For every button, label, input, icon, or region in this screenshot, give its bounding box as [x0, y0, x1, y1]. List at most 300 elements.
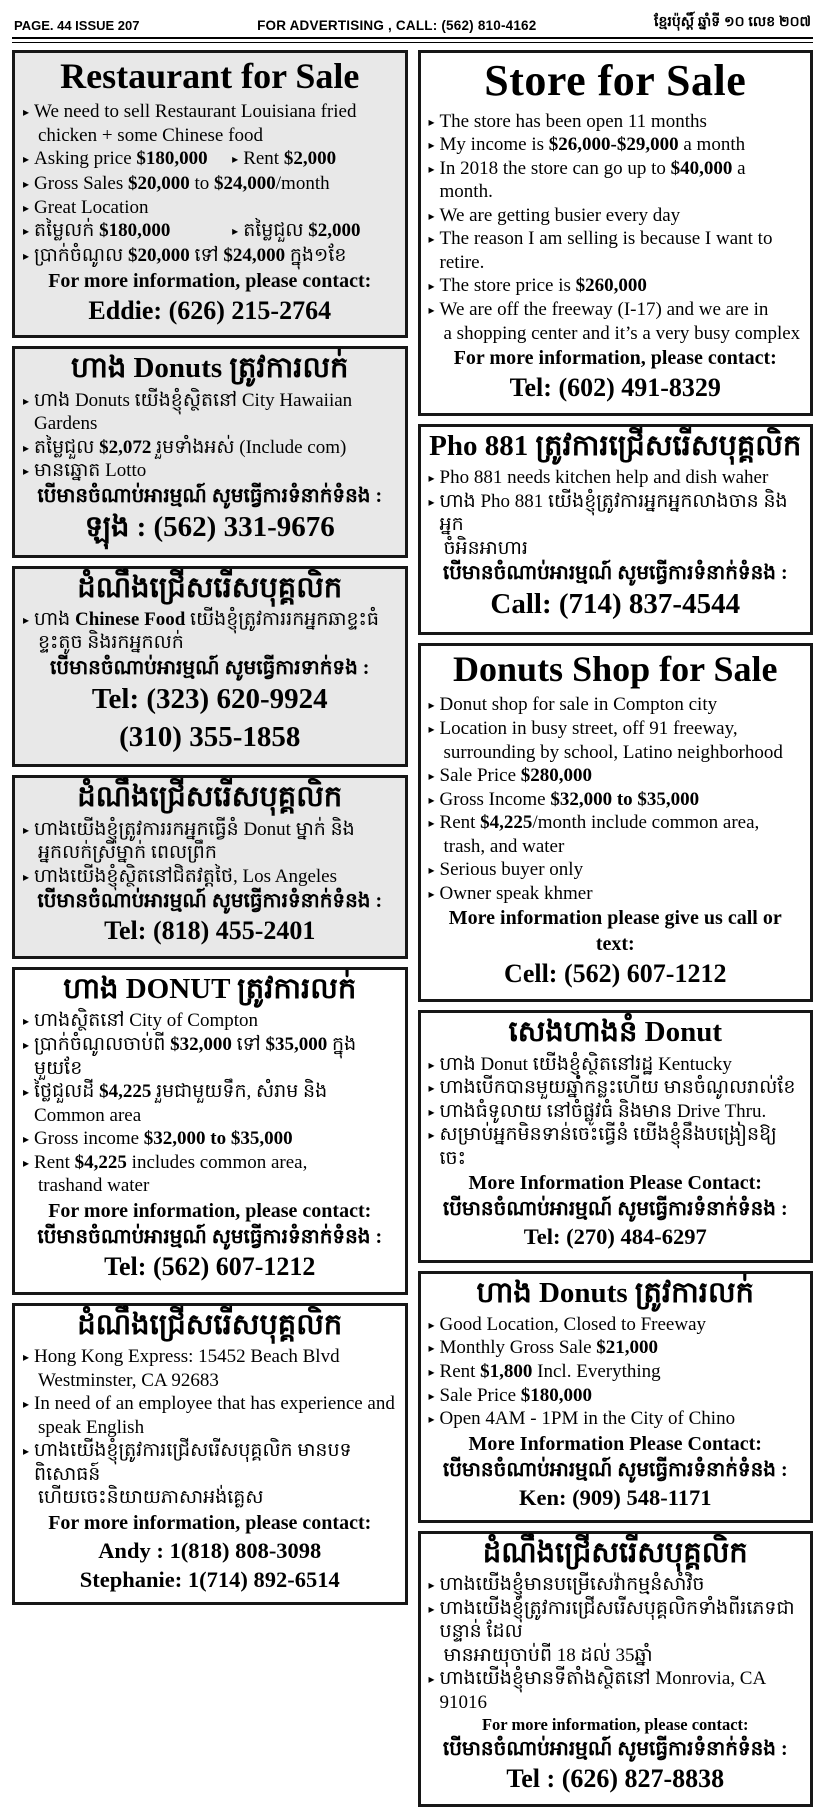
ad-hiring-hong-kong-express [12, 1303, 408, 1606]
text-segment: ដំណឹងជ្រើសរើសបុគ្គលិក [482, 1536, 748, 1569]
text-segment: to [189, 173, 215, 195]
text-segment: បើមានចំណាប់អារម្មណ៍ សូមធ្វើការទំនាក់ទំនង : [442, 1198, 788, 1221]
text-segment: trash, and water [443, 835, 565, 857]
ad-line-text [440, 1597, 802, 1644]
text-segment: a shopping center and it’s a very busy complex [443, 322, 801, 344]
bullet-icon: ▸ [428, 1081, 435, 1096]
ad-pho-881-hiring [418, 424, 814, 635]
ad-contact-line [429, 1736, 803, 1762]
ad-donut-compton-for-sale [12, 967, 408, 1295]
bullet-icon: ▸ [428, 1412, 435, 1427]
ad-line-continuation [23, 1174, 397, 1198]
page-issue-label: PAGE. 44 ISSUE 207 [14, 18, 140, 33]
ad-line-text [34, 459, 146, 483]
ad-contact-line [429, 1196, 803, 1222]
masthead-khmer-label: ខ្មែរប៉ុស្តិ៍ ឆ្នាំទី ១០ លេខ ២០៧ [654, 13, 811, 29]
ad-line-text [440, 717, 738, 741]
ad-line-text [34, 608, 379, 632]
text-segment: Andy : 1(818) 808-3098 [98, 1537, 322, 1563]
ad-line [429, 1597, 803, 1644]
ad-line-text [440, 1407, 736, 1431]
text-segment: $4,225 [480, 812, 533, 834]
text-segment: Westminster, CA 92683 [38, 1369, 219, 1391]
ad-line [429, 717, 803, 741]
text-segment: Tel: [104, 1251, 153, 1281]
bullet-icon: ▸ [428, 1601, 435, 1616]
ad-title [429, 1277, 803, 1310]
bullet-icon: ▸ [428, 1578, 435, 1593]
ad-line-text [440, 1573, 705, 1597]
text-segment: The store has been open 11 months [439, 110, 707, 132]
text-segment: Chinese Food [74, 608, 186, 630]
ad-title [23, 781, 397, 814]
ad-line-text [440, 274, 647, 298]
ad-line-text [440, 204, 681, 228]
ad-contact-line [429, 1431, 803, 1457]
ad-line [429, 693, 803, 717]
bullet-icon: ▸ [23, 200, 30, 215]
ad-line-text [34, 172, 330, 196]
ad-line-text [34, 100, 356, 124]
bullet-icon: ▸ [428, 816, 435, 831]
ad-line [429, 811, 803, 835]
text-segment: បើមានចំណាប់អារម្មណ៍ សូមធ្វើការទំនាក់ទំនង : [37, 484, 383, 507]
ad-line-continuation [23, 631, 397, 655]
ad-line-text [440, 133, 746, 157]
text-segment: បើមានចំណាប់អារម្មណ៍ សូមធ្វើការទំនាក់ទំនង : [442, 562, 788, 585]
ad-title [429, 1016, 803, 1049]
ad-line-text [440, 298, 769, 322]
text-segment: Location in busy street, off 91 freeway, [439, 718, 738, 740]
text-segment: $20,000 [127, 173, 190, 195]
text-segment: $1,800 [480, 1360, 533, 1382]
ad-line [23, 459, 397, 483]
ad-title [23, 56, 397, 97]
ad-store-for-sale [418, 50, 814, 416]
text-segment: ហាងយើងខ្ញុំស្ថិតនៅជិតវត្តថៃ, Los Angeles [34, 865, 337, 887]
text-segment: ហើយចេះនិយាយភាសាអង់គ្លេស [38, 1487, 264, 1509]
text-segment: $24,000 [223, 244, 286, 266]
text-segment: ហាង Pho 881 យើងខ្ញុំត្រូវការអ្នកអ្នកលាងចាន និងអ្នក [439, 490, 788, 536]
ad-line [23, 1392, 397, 1416]
text-segment: Pho 881 ត្រូវការជ្រើសរើសបុគ្គលិក [429, 429, 802, 462]
ad-line-text [440, 1123, 802, 1170]
bullet-icon: ▸ [428, 138, 435, 153]
text-segment: $32,000 to $35,000 [550, 788, 700, 810]
text-segment: ដំណឹងជ្រើសរើសបុគ្គលិក [77, 781, 343, 814]
text-segment: Good Location, Closed to Freeway [439, 1313, 707, 1335]
text-segment: Asking price [34, 148, 137, 170]
ad-line [23, 244, 397, 268]
text-segment: For more information, please contact: [453, 347, 777, 370]
ad-line-continuation [429, 741, 803, 765]
text-segment: Tel: (270) 484-6297 [523, 1224, 707, 1250]
text-segment: ហាងស្ថិតនៅ City of Compton [34, 1010, 259, 1032]
ad-contact-line [23, 1250, 397, 1284]
text-segment: រួមទាំងអស់ (Include com) [151, 436, 347, 458]
ad-line-text [243, 147, 336, 172]
text-segment: Rent [439, 812, 481, 834]
ad-line-continuation [23, 124, 397, 148]
bullet-icon: ▸ [428, 232, 435, 247]
ad-line [429, 788, 803, 812]
text-segment: $2,000 [283, 148, 337, 170]
text-segment: surrounding by school, Latino neighborhood [443, 741, 783, 763]
text-segment: យើងខ្ញុំត្រូវការរកអ្នកឆាខ្ទះធំ [185, 608, 379, 630]
ad-line [429, 1667, 803, 1714]
ad-title [429, 56, 803, 107]
text-segment: Restaurant for Sale [60, 56, 360, 96]
text-segment: មានអាយុចាប់ពី 18 ដល់ 35ឆ្នាំ [443, 1644, 653, 1666]
ad-line-text [440, 466, 769, 490]
bullet-icon: ▸ [428, 279, 435, 294]
text-segment: My income is [439, 134, 549, 156]
text-segment: ហាង Donuts យើងខ្ញុំស្ថិតនៅ City Hawaiian Gardens [34, 389, 353, 435]
text-segment: ដំណឹងជ្រើសរើសបុគ្គលិក [77, 571, 343, 604]
ad-line [23, 172, 397, 196]
text-segment: $40,000 [670, 157, 733, 179]
ad-line [429, 1360, 803, 1384]
text-segment: $2,072 [99, 436, 152, 458]
text-segment: Stephanie: 1(714) 892-6514 [79, 1567, 340, 1593]
ad-contact-line [429, 1483, 803, 1512]
advertising-contact-label: FOR ADVERTISING , CALL: (562) 810-4162 [257, 18, 537, 33]
ad-hiring-chinese-food-cook [12, 566, 408, 768]
text-segment: $21,000 [596, 1337, 659, 1359]
text-segment: We are getting busier every day [439, 204, 681, 226]
text-segment: ហាងយើងខ្ញុំត្រូវការរកអ្នកធ្វើនំ Donut ម្នាក់ និង [34, 818, 355, 840]
ad-contact-line [429, 1170, 803, 1196]
ad-line-text [34, 147, 208, 172]
text-segment: $24,000 [214, 173, 276, 195]
text-segment: a month [678, 134, 746, 156]
text-segment: $35,000 [265, 1034, 328, 1055]
text-segment: More information please give us call or text: [448, 907, 782, 956]
text-segment: សម្រាប់អ្នកមិនទាន់ចេះធ្វើនំ យើងខ្ញុំនឹងបង្រៀនឱ្យចេះ [439, 1124, 777, 1169]
ad-line-text [440, 1384, 593, 1408]
text-segment: Owner speak khmer [439, 882, 593, 904]
ad-line [429, 764, 803, 788]
ad-line-text [34, 865, 337, 889]
right-column [418, 50, 814, 1807]
ad-line-cell [232, 147, 336, 172]
ad-line [23, 100, 397, 124]
text-segment: Sale Price [439, 765, 521, 787]
text-segment: Eddie: (626) 215-2764 [88, 295, 332, 325]
ad-title [23, 572, 397, 605]
bullet-icon: ▸ [232, 224, 239, 239]
text-segment: ហាង Donuts ត្រូវការលក់ [71, 352, 349, 385]
text-segment: $280,000 [520, 765, 593, 787]
ad-line [429, 1384, 803, 1408]
ad-line [429, 204, 803, 228]
ad-hiring-sandwich-shop-monrovia [418, 1531, 814, 1807]
ad-line-continuation [23, 841, 397, 865]
ad-line-text [34, 1439, 396, 1486]
text-segment: Gross income [34, 1128, 144, 1150]
text-segment: (310) 355-1858 [119, 720, 301, 753]
ad-title [23, 352, 397, 385]
ad-line [23, 389, 397, 436]
ad-contact-line [23, 1536, 397, 1565]
ad-contact-line [23, 509, 397, 547]
text-segment: speak English [38, 1416, 145, 1438]
bullet-icon: ▸ [23, 1085, 30, 1100]
text-segment: ហាងយើងខ្ញុំមានបម្រើសេវ៉ាកម្មនំសាំវិច [439, 1574, 705, 1596]
text-segment: $180,000 [520, 1384, 593, 1406]
text-segment: ក្នុង១ខែ [285, 244, 347, 266]
bullet-icon: ▸ [23, 822, 30, 837]
bullet-icon: ▸ [428, 494, 435, 509]
bullet-icon: ▸ [232, 152, 239, 167]
ad-contact-line [23, 888, 397, 914]
text-segment: $20,000 [127, 244, 190, 266]
bullet-icon: ▸ [23, 869, 30, 884]
header-divider [12, 37, 813, 43]
ad-contact-line [429, 1762, 803, 1796]
ad-line-text [440, 157, 802, 204]
ad-line-text [34, 244, 346, 268]
text-segment: អ្នកលក់ស្រីម្នាក់ ពេលព្រឹក [38, 842, 217, 864]
ad-line [429, 1053, 803, 1077]
bullet-icon: ▸ [428, 769, 435, 784]
text-segment: includes common area, [126, 1151, 308, 1173]
ad-line [23, 1345, 397, 1369]
bullet-icon: ▸ [23, 1397, 30, 1412]
text-segment: Pho 881 needs kitchen help and dish waher [439, 467, 769, 489]
ad-line [23, 1009, 397, 1033]
text-segment: Tel: (323) 620-9924 [91, 682, 328, 715]
ad-line-text [34, 436, 346, 460]
ad-line [429, 1573, 803, 1597]
bullet-icon: ▸ [23, 224, 30, 239]
ad-line [429, 1100, 803, 1124]
ad-contact-line [429, 905, 803, 957]
ad-line-continuation [23, 1486, 397, 1510]
ad-line-text [440, 490, 802, 537]
page-header [12, 4, 813, 36]
ad-line [429, 1336, 803, 1360]
ad-line [23, 1033, 397, 1080]
text-segment: ទៅ [189, 244, 224, 266]
ad-line [429, 882, 803, 906]
ad-line-text [440, 764, 593, 788]
text-segment: ទៅ [231, 1034, 266, 1055]
text-segment: In need of an employee that has experience and [34, 1393, 395, 1415]
text-segment: (562) 607-1212 [152, 1251, 316, 1281]
text-segment: Great Location [34, 196, 149, 218]
ad-line [23, 436, 397, 460]
text-segment: For more information, please contact: [48, 1511, 372, 1534]
text-segment: ប្រាក់ចំណូលចាប់ពី [34, 1034, 171, 1055]
ad-contact-line [23, 914, 397, 948]
ad-line-text [34, 196, 148, 220]
ad-contact-line [23, 719, 397, 757]
text-segment: ហាង Donuts ត្រូវការលក់ [476, 1276, 754, 1309]
ad-line-text [440, 693, 718, 717]
ad-contact-line [429, 371, 803, 405]
text-segment: $32,000 [170, 1034, 232, 1055]
ad-hiring-donut-maker-los-angeles [12, 775, 408, 959]
ad-contact-line [23, 483, 397, 509]
bullet-icon: ▸ [428, 1057, 435, 1072]
text-segment: Monthly Gross Sale [439, 1337, 597, 1359]
bullet-icon: ▸ [23, 152, 30, 167]
ad-line [429, 133, 803, 157]
text-segment: Incl. Everything [532, 1360, 661, 1382]
ad-contact-line [429, 957, 803, 991]
ad-line-continuation [23, 1369, 397, 1393]
bullet-icon: ▸ [428, 161, 435, 176]
text-segment: Gross Income [439, 788, 551, 810]
ad-line-cell [23, 147, 232, 172]
ad-seng-donut-shop-kentucky [418, 1010, 814, 1262]
bullet-icon: ▸ [428, 208, 435, 223]
text-segment: $4,225 [74, 1151, 127, 1173]
text-segment: $180,000 [99, 220, 171, 242]
bullet-icon: ▸ [23, 1038, 30, 1052]
text-segment: Gross Sales [34, 173, 128, 195]
bullet-icon: ▸ [428, 792, 435, 807]
ad-line-cell [232, 219, 360, 244]
text-segment: The store price is [439, 275, 576, 297]
ad-line-continuation [429, 835, 803, 859]
ad-line [429, 1123, 803, 1170]
ad-line-text [440, 110, 707, 134]
bullet-icon: ▸ [428, 1672, 435, 1687]
ad-line [429, 298, 803, 322]
text-segment: Cell: [504, 959, 564, 989]
ad-line-text [34, 1080, 396, 1127]
text-segment: For more information, please contact: [48, 269, 372, 292]
ad-contact-line [23, 1198, 397, 1224]
ad-donuts-chino-for-sale [418, 1271, 814, 1523]
text-segment: Rent [243, 148, 284, 170]
text-segment: បើមានចំណាប់អារម្មណ៍ សូមធ្វើការទំនាក់ទំនង : [37, 890, 383, 913]
ad-line [23, 818, 397, 842]
text-segment: ហាងបើកបានមួយឆ្នាំកន្លះហើយ មានចំណូលរាល់ខែ [439, 1077, 796, 1099]
text-segment: មានឆ្នោត Lotto [34, 460, 147, 482]
ad-line-text [440, 1360, 661, 1384]
ad-contact-line [429, 345, 803, 371]
text-segment: In 2018 the store can go up to [439, 157, 671, 179]
ad-line [429, 157, 803, 204]
ad-line-text [34, 219, 170, 244]
text-segment: $180,000 [136, 148, 208, 170]
text-segment: $2,000 [308, 220, 361, 242]
bullet-icon: ▸ [23, 105, 30, 120]
ad-line-text [440, 1667, 802, 1714]
text-segment: $260,000 [575, 275, 647, 297]
bullet-icon: ▸ [23, 1014, 30, 1029]
ad-donuts-shop-for-sale-compton [418, 643, 814, 1002]
ad-contact-line [23, 294, 397, 328]
ad-line [429, 466, 803, 490]
ad-contact-line [429, 586, 803, 624]
ad-line [429, 1076, 803, 1100]
ad-line-text [440, 1313, 706, 1337]
text-segment: ឡុង : (562) 331-9676 [84, 510, 335, 543]
text-segment: Serious buyer only [439, 859, 584, 881]
text-segment: a month. [439, 157, 746, 203]
text-segment: ហាង Donut យើងខ្ញុំស្ថិតនៅរដ្ឋ Kentucky [439, 1053, 732, 1075]
ad-title [23, 973, 397, 1006]
ad-donuts-hawaiian-gardens-for-sale [12, 346, 408, 557]
text-segment: ហាងធំទូលាយ នៅចំផ្លូវធំ និងមាន Drive Thru. [439, 1100, 767, 1122]
bullet-icon: ▸ [23, 177, 30, 192]
ad-line [23, 1151, 397, 1175]
ad-line [23, 1127, 397, 1151]
ad-line-text [440, 1076, 796, 1100]
text-segment: ហាង DONUT ត្រូវការលក់ [63, 973, 357, 1006]
bullet-icon: ▸ [428, 1104, 435, 1119]
bullet-icon: ▸ [428, 302, 435, 317]
text-segment: ខ្ទះតូច និងរកអ្នកលក់ [38, 632, 184, 654]
text-segment: តម្លៃជួល [34, 436, 100, 458]
text-segment: ថ្លៃជួលដី [34, 1081, 100, 1103]
bullet-icon: ▸ [428, 114, 435, 129]
bullet-icon: ▸ [23, 464, 30, 479]
text-segment: Donuts Shop for Sale [453, 649, 778, 690]
bullet-icon: ▸ [428, 471, 435, 486]
text-segment: $26,000-$29,000 [548, 134, 679, 156]
ad-contact-line [23, 681, 397, 719]
bullet-icon: ▸ [428, 722, 435, 737]
bullet-icon: ▸ [23, 612, 30, 627]
ad-contact-line [23, 268, 397, 294]
text-segment: For more information, please contact: [48, 1199, 372, 1222]
bullet-icon: ▸ [23, 1132, 30, 1147]
text-segment: ដំណឹងជ្រើសរើសបុគ្គលិក [77, 1308, 343, 1341]
text-segment: ហាងយើងខ្ញុំត្រូវការជ្រើសរើសបុគ្គលិកទាំងពីរភេទជាបន្ទាន់ ដែល [439, 1597, 795, 1643]
ad-line-text [440, 788, 700, 812]
ad-line-continuation [429, 1644, 803, 1668]
text-segment: Tel: (602) 491-8329 [509, 373, 721, 403]
ad-line-text [34, 1033, 396, 1080]
text-segment: តម្លៃជួល [243, 220, 309, 242]
bullet-icon: ▸ [428, 1128, 435, 1143]
ad-line-text [440, 858, 584, 882]
ad-line [23, 1439, 397, 1486]
text-segment: Sale Price [439, 1384, 521, 1406]
text-segment: Rent [34, 1151, 75, 1173]
text-segment: Hong Kong Express: 15452 Beach Blvd [34, 1345, 340, 1367]
ad-line-text [34, 389, 396, 436]
bullet-icon: ▸ [23, 393, 30, 408]
ad-line-text [440, 1100, 767, 1124]
bullet-icon: ▸ [428, 863, 435, 878]
ad-contact-line [429, 1457, 803, 1483]
ad-line-two-columns [23, 219, 397, 244]
text-segment: (562) 607-1212 [563, 959, 727, 989]
text-segment: $32,000 to $35,000 [143, 1128, 293, 1150]
text-segment: We are off the freeway (I-17) and we are in [439, 298, 769, 320]
bullet-icon: ▸ [23, 1155, 30, 1170]
ad-contact-line [429, 1714, 803, 1735]
bullet-icon: ▸ [23, 1349, 30, 1364]
text-segment: Ken: (909) 548-1171 [519, 1484, 712, 1510]
ad-line-text [34, 818, 355, 842]
text-segment: រួមជាមួយទឹក, សំរាម និង Common area [34, 1081, 328, 1126]
ad-line [23, 865, 397, 889]
ad-line-text [243, 219, 360, 244]
ad-line [429, 227, 803, 274]
ad-line-text [440, 811, 760, 835]
ad-contact-line [23, 1510, 397, 1536]
text-segment: Tel : (626) 827-8838 [506, 1763, 725, 1793]
text-segment: ហាង [34, 608, 75, 630]
text-segment: Donut shop for sale in Compton city [439, 694, 718, 716]
